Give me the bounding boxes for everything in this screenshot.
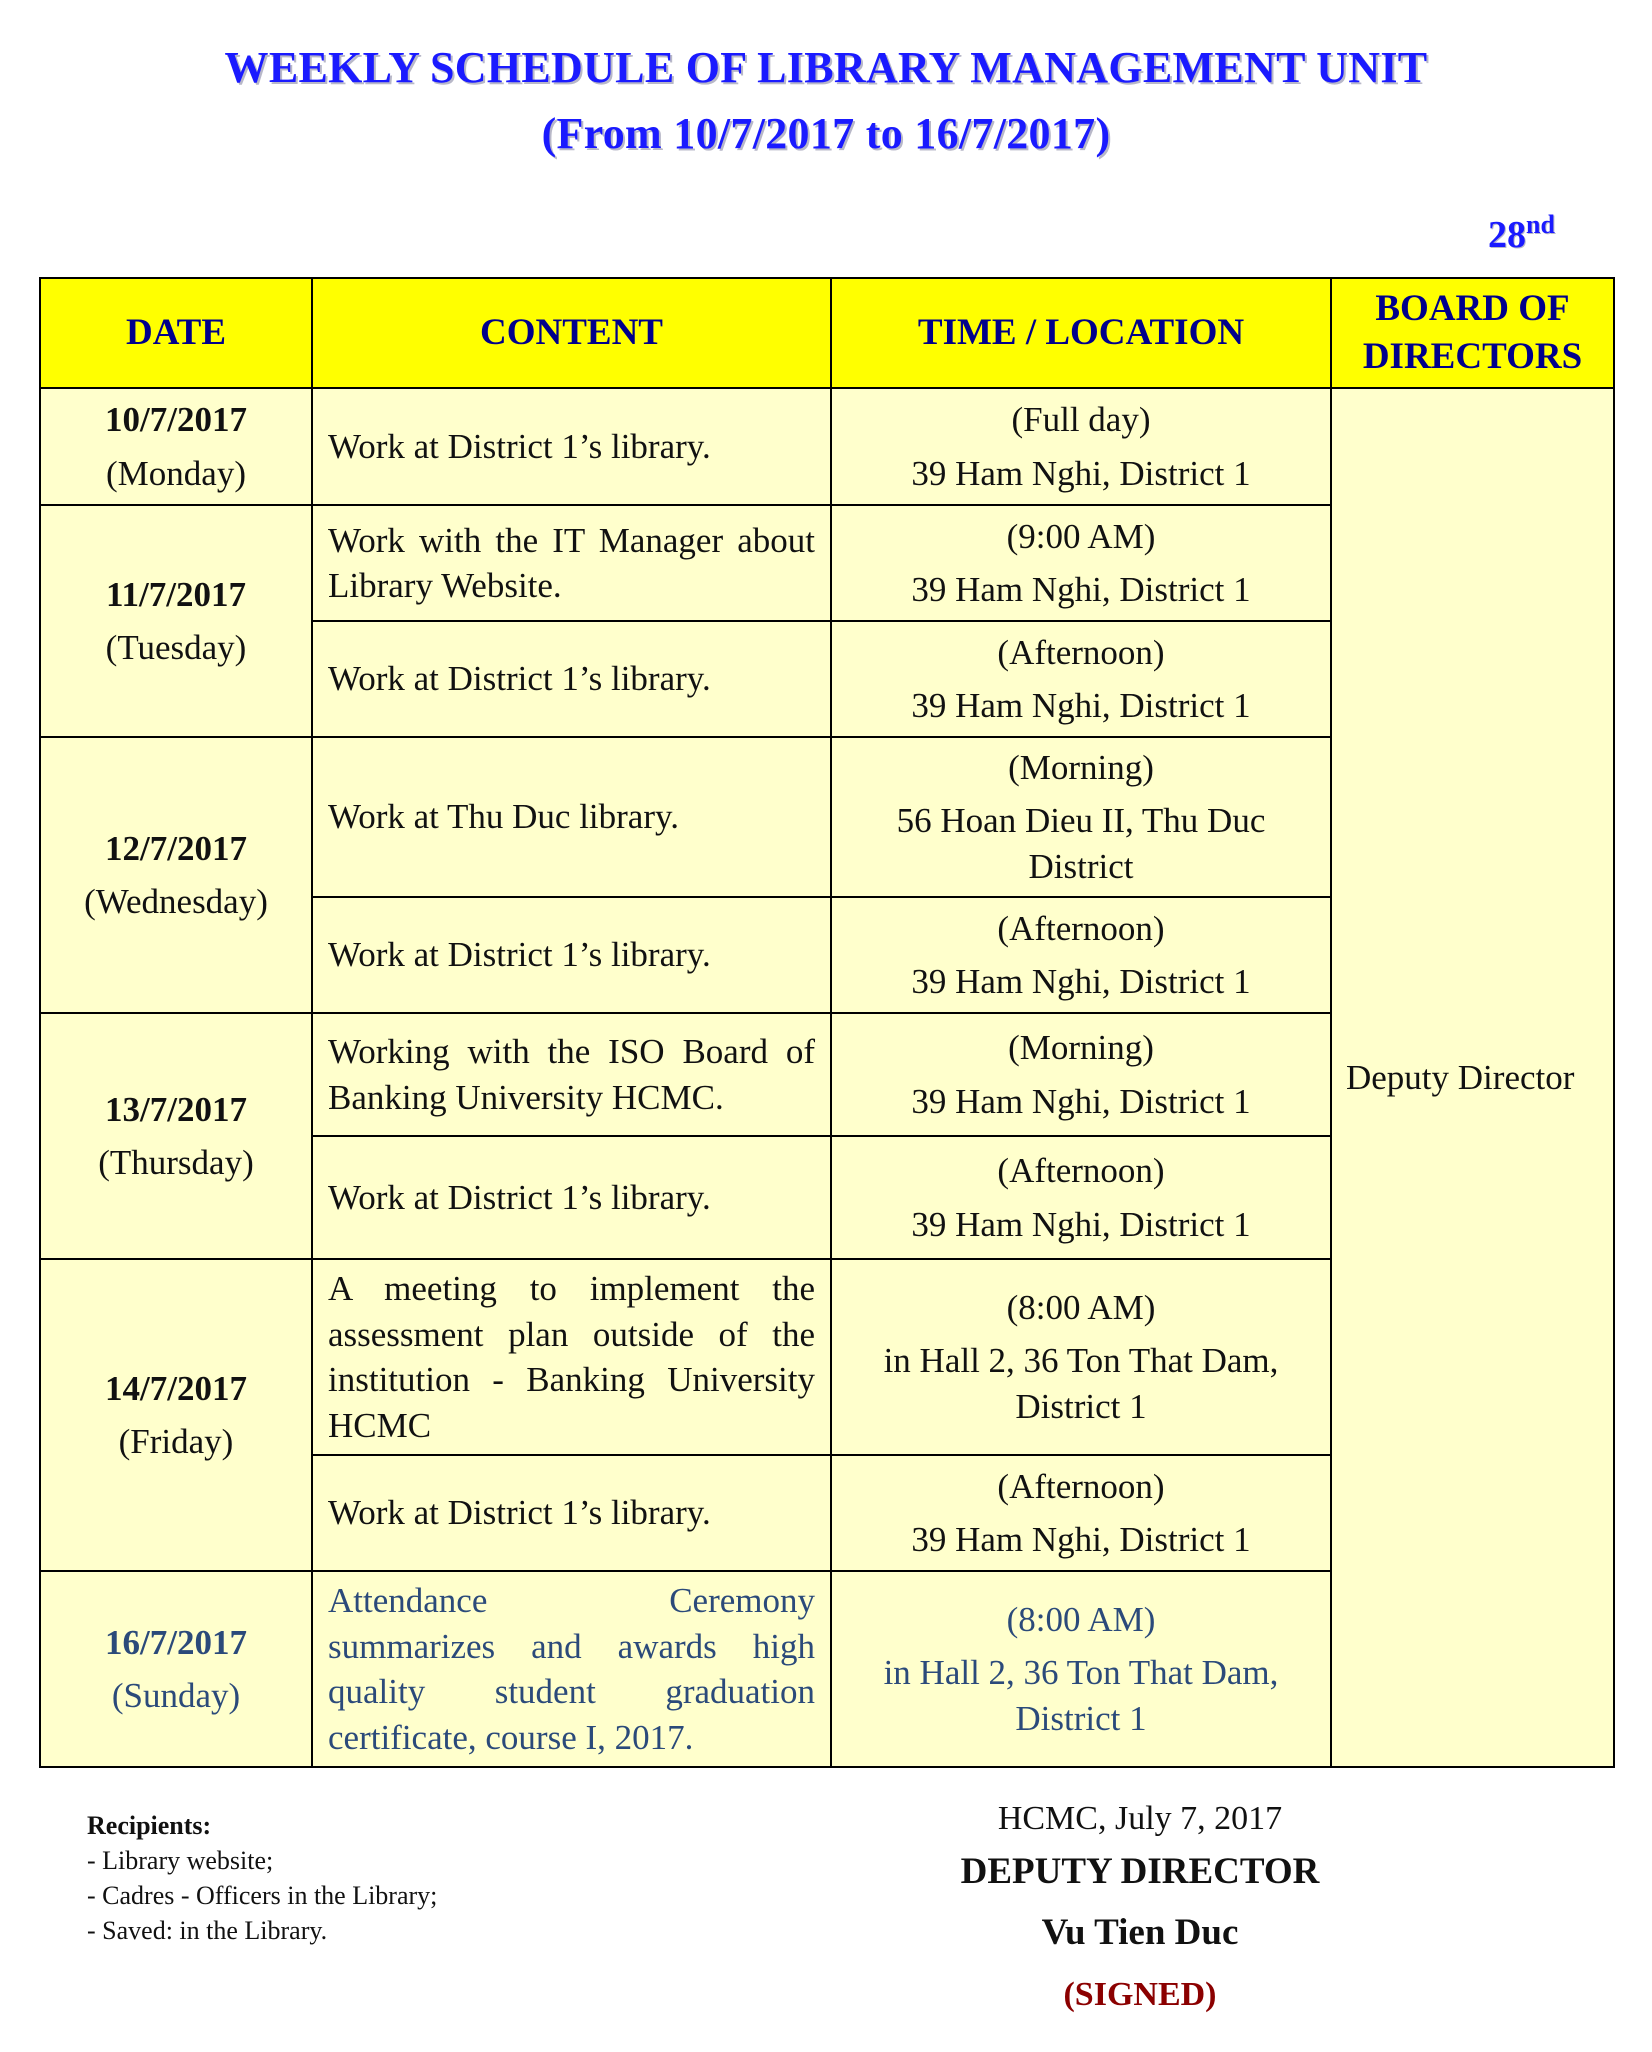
time: (9:00 AM) [1006,516,1156,556]
date: 12/7/2017 [105,828,247,868]
date-cell [40,1259,312,1571]
location: 39 Ham Nghi, District 1 [911,686,1251,725]
time-location-cell [831,388,1331,505]
location: 39 Ham Nghi, District 1 [911,962,1251,1001]
location: 39 Ham Nghi, District 1 [911,453,1251,493]
content-cell: Work at District 1’s library. [312,897,831,1013]
weekday: (Friday) [118,1422,234,1461]
time: (Afternoon) [997,632,1165,672]
location: in Hall 2, 36 Ton That Dam, District 1 [883,1341,1279,1426]
document-title: WEEKLY SCHEDULE OF LIBRARY MANAGEMENT UNIT [224,43,1428,92]
location: 39 Ham Nghi, District 1 [911,1081,1251,1121]
content-cell: Attendance Ceremony summarizes and awards high quality student graduation certificate, course I, 2017. [312,1571,831,1767]
time-location-cell [831,897,1331,1013]
weekday: (Sunday) [111,1676,241,1715]
time-location-cell [831,505,1331,621]
time-location-cell [831,1571,1331,1767]
location: 39 Ham Nghi, District 1 [911,570,1251,609]
week-number-value: 28 [1488,214,1526,256]
document-date-range: (From 10/7/2017 to 16/7/2017) [541,109,1111,158]
signature-block [880,1800,1400,2014]
content-cell: A meeting to implement the assessment plan outside of the institution - Banking University HCMC [312,1259,831,1455]
content-cell: Work at Thu Duc library. [312,737,831,897]
date-cell [40,737,312,1013]
header-content: CONTENT [312,278,831,388]
content-cell: Work at District 1’s library. [312,388,831,505]
time-location-cell [831,1136,1331,1259]
recipient-item: - Saved: in the Library. [87,1916,328,1945]
weekday: (Thursday) [98,1143,254,1182]
content-cell: Work at District 1’s library. [312,1136,831,1259]
content-cell: Work at District 1’s library. [312,1455,831,1571]
recipients-block [87,1808,437,1948]
signer-name: Vu Tien Duc [1041,1912,1239,1953]
date: 10/7/2017 [105,400,247,439]
time: (8:00 AM) [1006,1599,1156,1639]
time-location-cell [831,621,1331,737]
board-cell: Deputy Director [1331,388,1614,1767]
header-time-location: TIME / LOCATION [831,278,1331,388]
time-location-cell [831,1455,1331,1571]
header-board: BOARD OF DIRECTORS [1331,278,1614,388]
time: (Afternoon) [997,1151,1165,1190]
date: 16/7/2017 [105,1622,247,1662]
date-cell [40,388,312,505]
time: (Afternoon) [997,908,1165,948]
time-location-cell [831,737,1331,897]
recipient-item: - Cadres - Officers in the Library; [87,1881,438,1910]
schedule-table [39,277,1615,1768]
location: 56 Hoan Dieu II, Thu Duc District [896,801,1266,886]
weekday: (Tuesday) [105,628,247,667]
weekday: (Monday) [106,453,246,493]
time-location-cell [831,1259,1331,1455]
date: 11/7/2017 [105,574,247,614]
week-number-suffix: nd [1526,210,1555,239]
time-location-cell [831,1013,1331,1136]
week-number [1488,210,1555,257]
location: 39 Ham Nghi, District 1 [911,1520,1251,1559]
location: in Hall 2, 36 Ton That Dam, District 1 [883,1653,1279,1738]
date-cell [40,1571,312,1767]
time: (Morning) [1008,747,1154,787]
table-header-row [40,278,1614,388]
recipient-item: - Library website; [87,1846,274,1875]
time: (Afternoon) [997,1466,1165,1506]
header-date: DATE [40,278,312,388]
location: 39 Ham Nghi, District 1 [911,1204,1251,1244]
signer-role: DEPUTY DIRECTOR [960,1851,1320,1892]
time: (Full day) [1011,400,1151,439]
date: 14/7/2017 [105,1368,247,1408]
time: (8:00 AM) [1006,1287,1156,1327]
recipients-heading: Recipients: [87,1811,212,1840]
date-cell [40,505,312,737]
date-cell [40,1013,312,1259]
table-row [40,388,1614,505]
content-cell: Work with the IT Manager about Library Website. [312,505,831,621]
weekday: (Wednesday) [84,882,268,921]
content-cell: Work at District 1’s library. [312,621,831,737]
time: (Morning) [1008,1028,1154,1067]
date: 13/7/2017 [105,1089,247,1129]
content-cell: Working with the ISO Board of Banking University HCMC. [312,1013,831,1136]
signed-status: (SIGNED) [1063,1976,1217,2013]
place-date: HCMC, July 7, 2017 [997,1800,1283,1837]
